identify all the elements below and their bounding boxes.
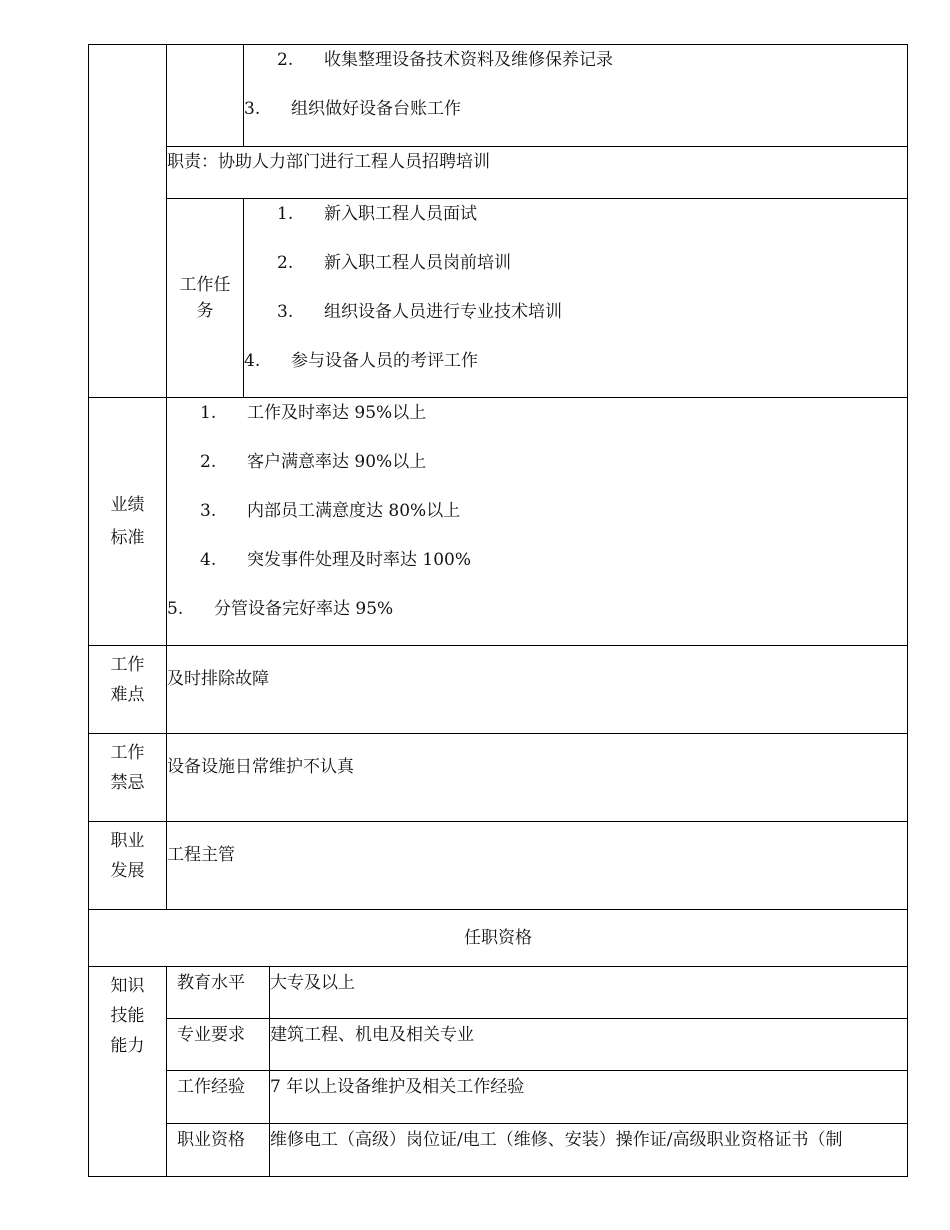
qualification-row-label-cell <box>167 1019 270 1071</box>
job-description-table <box>88 44 908 1177</box>
work-task-row <box>89 199 908 398</box>
qualification-row-label: 职业资格 <box>177 1130 245 1150</box>
item-number: 4. <box>244 351 261 371</box>
performance-label: 业绩标准 <box>110 494 145 548</box>
item-text: 客户满意率达 90%以上 <box>247 452 427 472</box>
item-number: 1. <box>277 204 294 224</box>
list-item <box>244 199 907 248</box>
item-number: 2. <box>277 50 294 70</box>
career-label-cell <box>89 822 167 910</box>
qualification-label-cell <box>89 967 167 1177</box>
qualification-row-label-cell <box>167 1071 270 1124</box>
qualification-row-label: 专业要求 <box>177 1025 245 1045</box>
qualification-row-value: 大专及以上 <box>270 973 355 993</box>
duty-top-items-cell <box>244 45 908 147</box>
qualification-label: 知识技能能力 <box>110 976 145 1056</box>
work-task-label-cell <box>167 199 244 398</box>
difficulty-value: 及时排除故障 <box>167 669 269 689</box>
difficulty-row <box>89 646 908 734</box>
qualification-title-cell <box>89 910 908 967</box>
list-item <box>167 447 907 496</box>
performance-label-cell <box>89 398 167 646</box>
qualification-row-label: 工作经验 <box>177 1077 245 1097</box>
difficulty-label-cell <box>89 646 167 734</box>
career-value: 工程主管 <box>167 845 235 865</box>
qualification-row-value-cell <box>270 1019 908 1071</box>
item-text: 新入职工程人员面试 <box>324 204 477 224</box>
list-item <box>167 594 907 643</box>
career-row <box>89 822 908 910</box>
item-number: 5. <box>167 599 184 619</box>
list-item <box>244 248 907 297</box>
list-item <box>167 496 907 545</box>
item-number: 1. <box>200 403 217 423</box>
item-text: 突发事件处理及时率达 100% <box>247 550 472 570</box>
qualification-row <box>89 1071 908 1124</box>
taboo-value-cell <box>167 734 908 822</box>
item-number: 3. <box>200 501 217 521</box>
qualification-row-label-cell <box>167 967 270 1019</box>
item-text: 组织做好设备台账工作 <box>291 99 461 119</box>
career-value-cell <box>167 822 908 910</box>
list-item <box>167 398 907 447</box>
qualification-row <box>89 967 908 1019</box>
qualification-row-label-cell <box>167 1124 270 1177</box>
list-item <box>244 94 907 143</box>
qualification-row-value-cell <box>270 1124 908 1177</box>
qualification-row-value: 7 年以上设备维护及相关工作经验 <box>270 1077 525 1097</box>
qualification-row-value-cell <box>270 967 908 1019</box>
qualification-row <box>89 1019 908 1071</box>
duty-title-cell <box>167 147 908 199</box>
duty-task-label-blank <box>167 45 244 147</box>
item-number: 2. <box>200 452 217 472</box>
work-task-label: 工作任务 <box>179 275 231 321</box>
qualification-row <box>89 1124 908 1177</box>
qualification-title: 任职资格 <box>464 928 532 948</box>
work-task-items-cell <box>244 199 908 398</box>
list-item <box>244 297 907 346</box>
item-number: 3. <box>244 99 261 119</box>
taboo-value: 设备设施日常维护不认真 <box>167 757 354 777</box>
qualification-row-value: 维修电工（高级）岗位证/电工（维修、安装）操作证/高级职业资格证书（制 <box>270 1130 843 1150</box>
qualification-row-label: 教育水平 <box>177 973 245 993</box>
item-text: 参与设备人员的考评工作 <box>291 351 478 371</box>
list-item <box>244 346 907 395</box>
item-number: 3. <box>277 302 294 322</box>
duty-left-blank-cell <box>89 45 167 398</box>
taboo-label: 工作禁忌 <box>110 743 145 793</box>
list-item <box>167 545 907 594</box>
item-number: 2. <box>277 253 294 273</box>
qualification-row-value: 建筑工程、机电及相关专业 <box>270 1025 474 1045</box>
item-text: 工作及时率达 95%以上 <box>247 403 427 423</box>
performance-items-cell <box>167 398 908 646</box>
duty-title: 职责：协助人力部门进行工程人员招聘培训 <box>167 152 490 172</box>
duty-continued-row <box>89 45 908 147</box>
qualification-title-row <box>89 910 908 967</box>
qualification-row-value-cell <box>270 1071 908 1124</box>
item-number: 4. <box>200 550 217 570</box>
item-text: 内部员工满意度达 80%以上 <box>247 501 461 521</box>
performance-row <box>89 398 908 646</box>
item-text: 分管设备完好率达 95% <box>214 599 394 619</box>
list-item <box>244 45 907 94</box>
career-label: 职业发展 <box>110 831 145 881</box>
taboo-row <box>89 734 908 822</box>
duty-title-row <box>89 147 908 199</box>
difficulty-label: 工作难点 <box>110 655 145 705</box>
taboo-label-cell <box>89 734 167 822</box>
difficulty-value-cell <box>167 646 908 734</box>
item-text: 组织设备人员进行专业技术培训 <box>324 302 562 322</box>
item-text: 收集整理设备技术资料及维修保养记录 <box>324 50 613 70</box>
item-text: 新入职工程人员岗前培训 <box>324 253 511 273</box>
